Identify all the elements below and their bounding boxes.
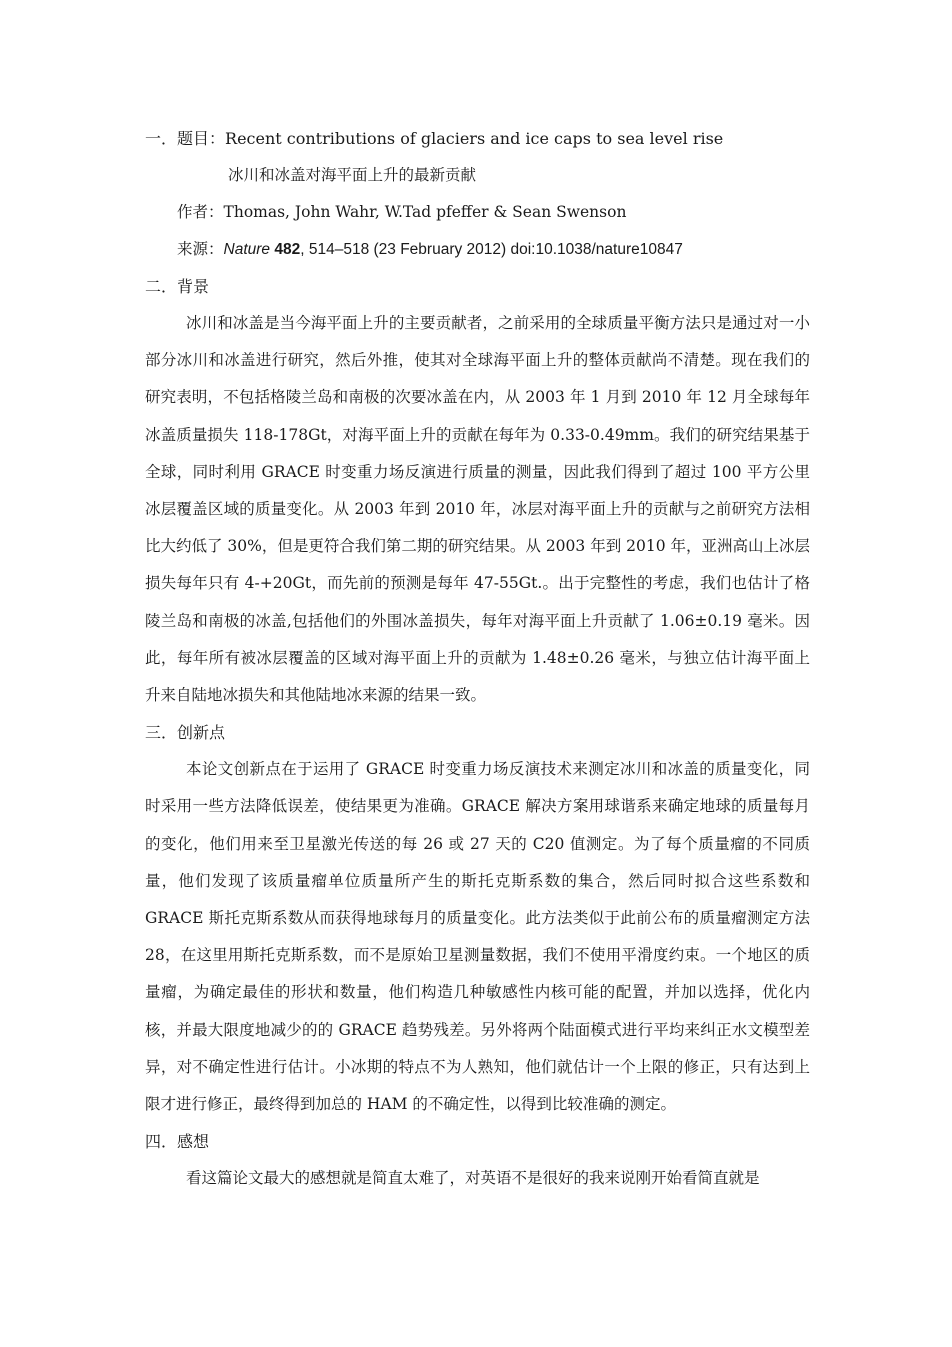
section-1-title-line <box>145 120 810 157</box>
section-2-heading: 二．背景 <box>145 277 210 296</box>
paper-title-en: Recent contributions of glaciers and ice caps to sea level rise <box>225 129 724 148</box>
journal-name: Nature <box>223 241 271 258</box>
paper-title-cn: 冰川和冰盖对海平面上升的最新贡献 <box>228 166 477 184</box>
author-label: 作者： <box>177 203 224 221</box>
section-1-heading: 一．题目： <box>145 129 226 148</box>
section-4-heading: 四．感想 <box>145 1132 210 1152</box>
source-line <box>145 231 810 268</box>
thoughts-paragraph: 看这篇论文最大的感想就是简直太难了，对英语不是很好的我来说刚开始看简直就是 <box>186 1169 760 1188</box>
source-label: 来源： <box>177 240 224 258</box>
innovation-paragraph: 本论文创新点在于运用了 GRACE 时变重力场反演技术来测定冰川和冰盖的质量变化，同时采用一些方法降低误差，使结果更为准确。GRACE 解决方案用球谐系来确定地球的质量每月的变化，他们用来至卫星激光传送的每 26 或 27 天的 C20 值测定。为了每个质量瘤的不同质量，他们发现了该质量瘤单位质量所产生的斯托克斯系数的集合，然后同时拟合这些系数和 GRACE 斯托克斯系数从而获得地球每月的质量变化。此方法类似于此前公布的质量瘤测定方法 28，在这里用斯托克斯系数，而不是原始卫星测量数据，我们不使用平滑度约束。一个地区的质量瘤，为确定最佳的形状和数量，他们构造几种敏感性内核可能的配置，并加以选择，优化内核，并最大限度地减少的的 GRACE 趋势残差。另外将两个陆面模式进行平均来纠正水文模型差异，对不确定性进行估计。小冰期的特点不为人熟知，他们就估计一个上限的修正，只有达到上限才进行修正，最终得到加总的 HAM 的不确定性，以得到比较准确的测定。 <box>145 760 810 1114</box>
journal-volume: 482 <box>274 241 301 258</box>
author-names: Thomas, John Wahr, W.Tad pfeffer & Sean Swenson <box>223 203 627 221</box>
background-paragraph: 冰川和冰盖是当今海平面上升的主要贡献者，之前采用的全球质量平衡方法只是通过对一小部分冰川和冰盖进行研究，然后外推，使其对全球海平面上升的整体贡献尚不清楚。现在我们的研究表明，不包括格陵兰岛和南极的次要冰盖在内，从 2003 年 1 月到 2010 年 12 月全球每年冰盖质量损失 118-178Gt，对海平面上升的贡献在每年为 0.33-0.49mm。我们的研究结果基于全球，同时利用 GRACE 时变重力场反演进行质量的测量，因此我们得到了超过 100 平方公里冰层覆盖区域的质量变化。从 2003 年到 2010 年，冰层对海平面上升的贡献与之前研究方法相比大约低了 30%，但是更符合我们第二期的研究结果。从 2003 年到 2010 年，亚洲高山上冰层损失每年只有 4-+20Gt，而先前的预测是每年 47-55Gt.。出于完整性的考虑，我们也估计了格陵兰岛和南极的冰盖,包括他们的外围冰盖损失，每年对海平面上升贡献了 1.06±0.19 毫米。因此，每年所有被冰层覆盖的区域对海平面上升的贡献为 1.48±0.26 毫米，与独立估计海平面上升来自陆地冰损失和其他陆地冰来源的结果一致。 <box>145 314 810 705</box>
source-details: , 514–518 (23 February 2012) doi:10.1038/nature10847 <box>300 241 683 258</box>
document-content <box>145 120 810 1197</box>
author-line <box>145 194 810 231</box>
section-3-heading: 三．创新点 <box>145 723 226 743</box>
